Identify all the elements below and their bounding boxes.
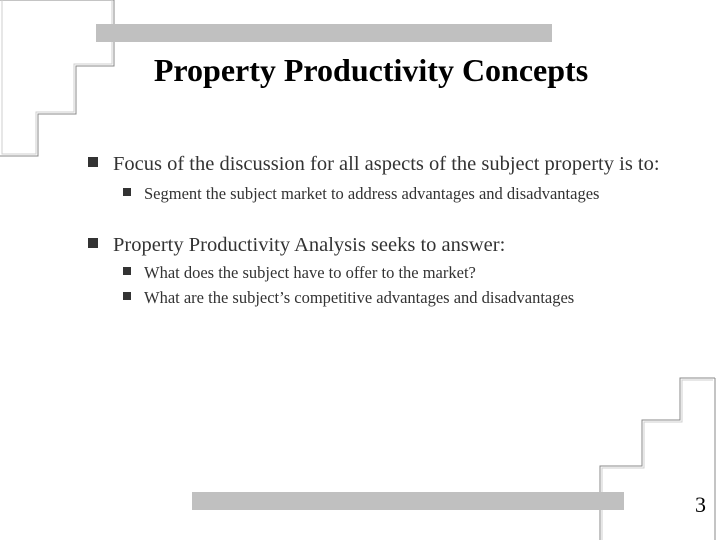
- sub-bullet-item: Segment the subject market to address advantages and disadvantages: [120, 184, 688, 203]
- bullet-item: Focus of the discussion for all aspects of the subject property is to:: [88, 152, 688, 176]
- page-number: 3: [695, 492, 706, 517]
- top-gray-bar: [96, 24, 552, 42]
- bullet-item: Property Productivity Analysis seeks to answer:: [88, 233, 688, 257]
- slide-content: [88, 152, 688, 307]
- bottom-gray-bar: [192, 492, 624, 510]
- sub-bullet-item: What are the subject’s competitive advantages and disadvantages: [120, 288, 688, 307]
- sub-bullet-item: What does the subject have to offer to the market?: [120, 263, 688, 282]
- slide-title: Property Productivity Concepts: [153, 52, 589, 88]
